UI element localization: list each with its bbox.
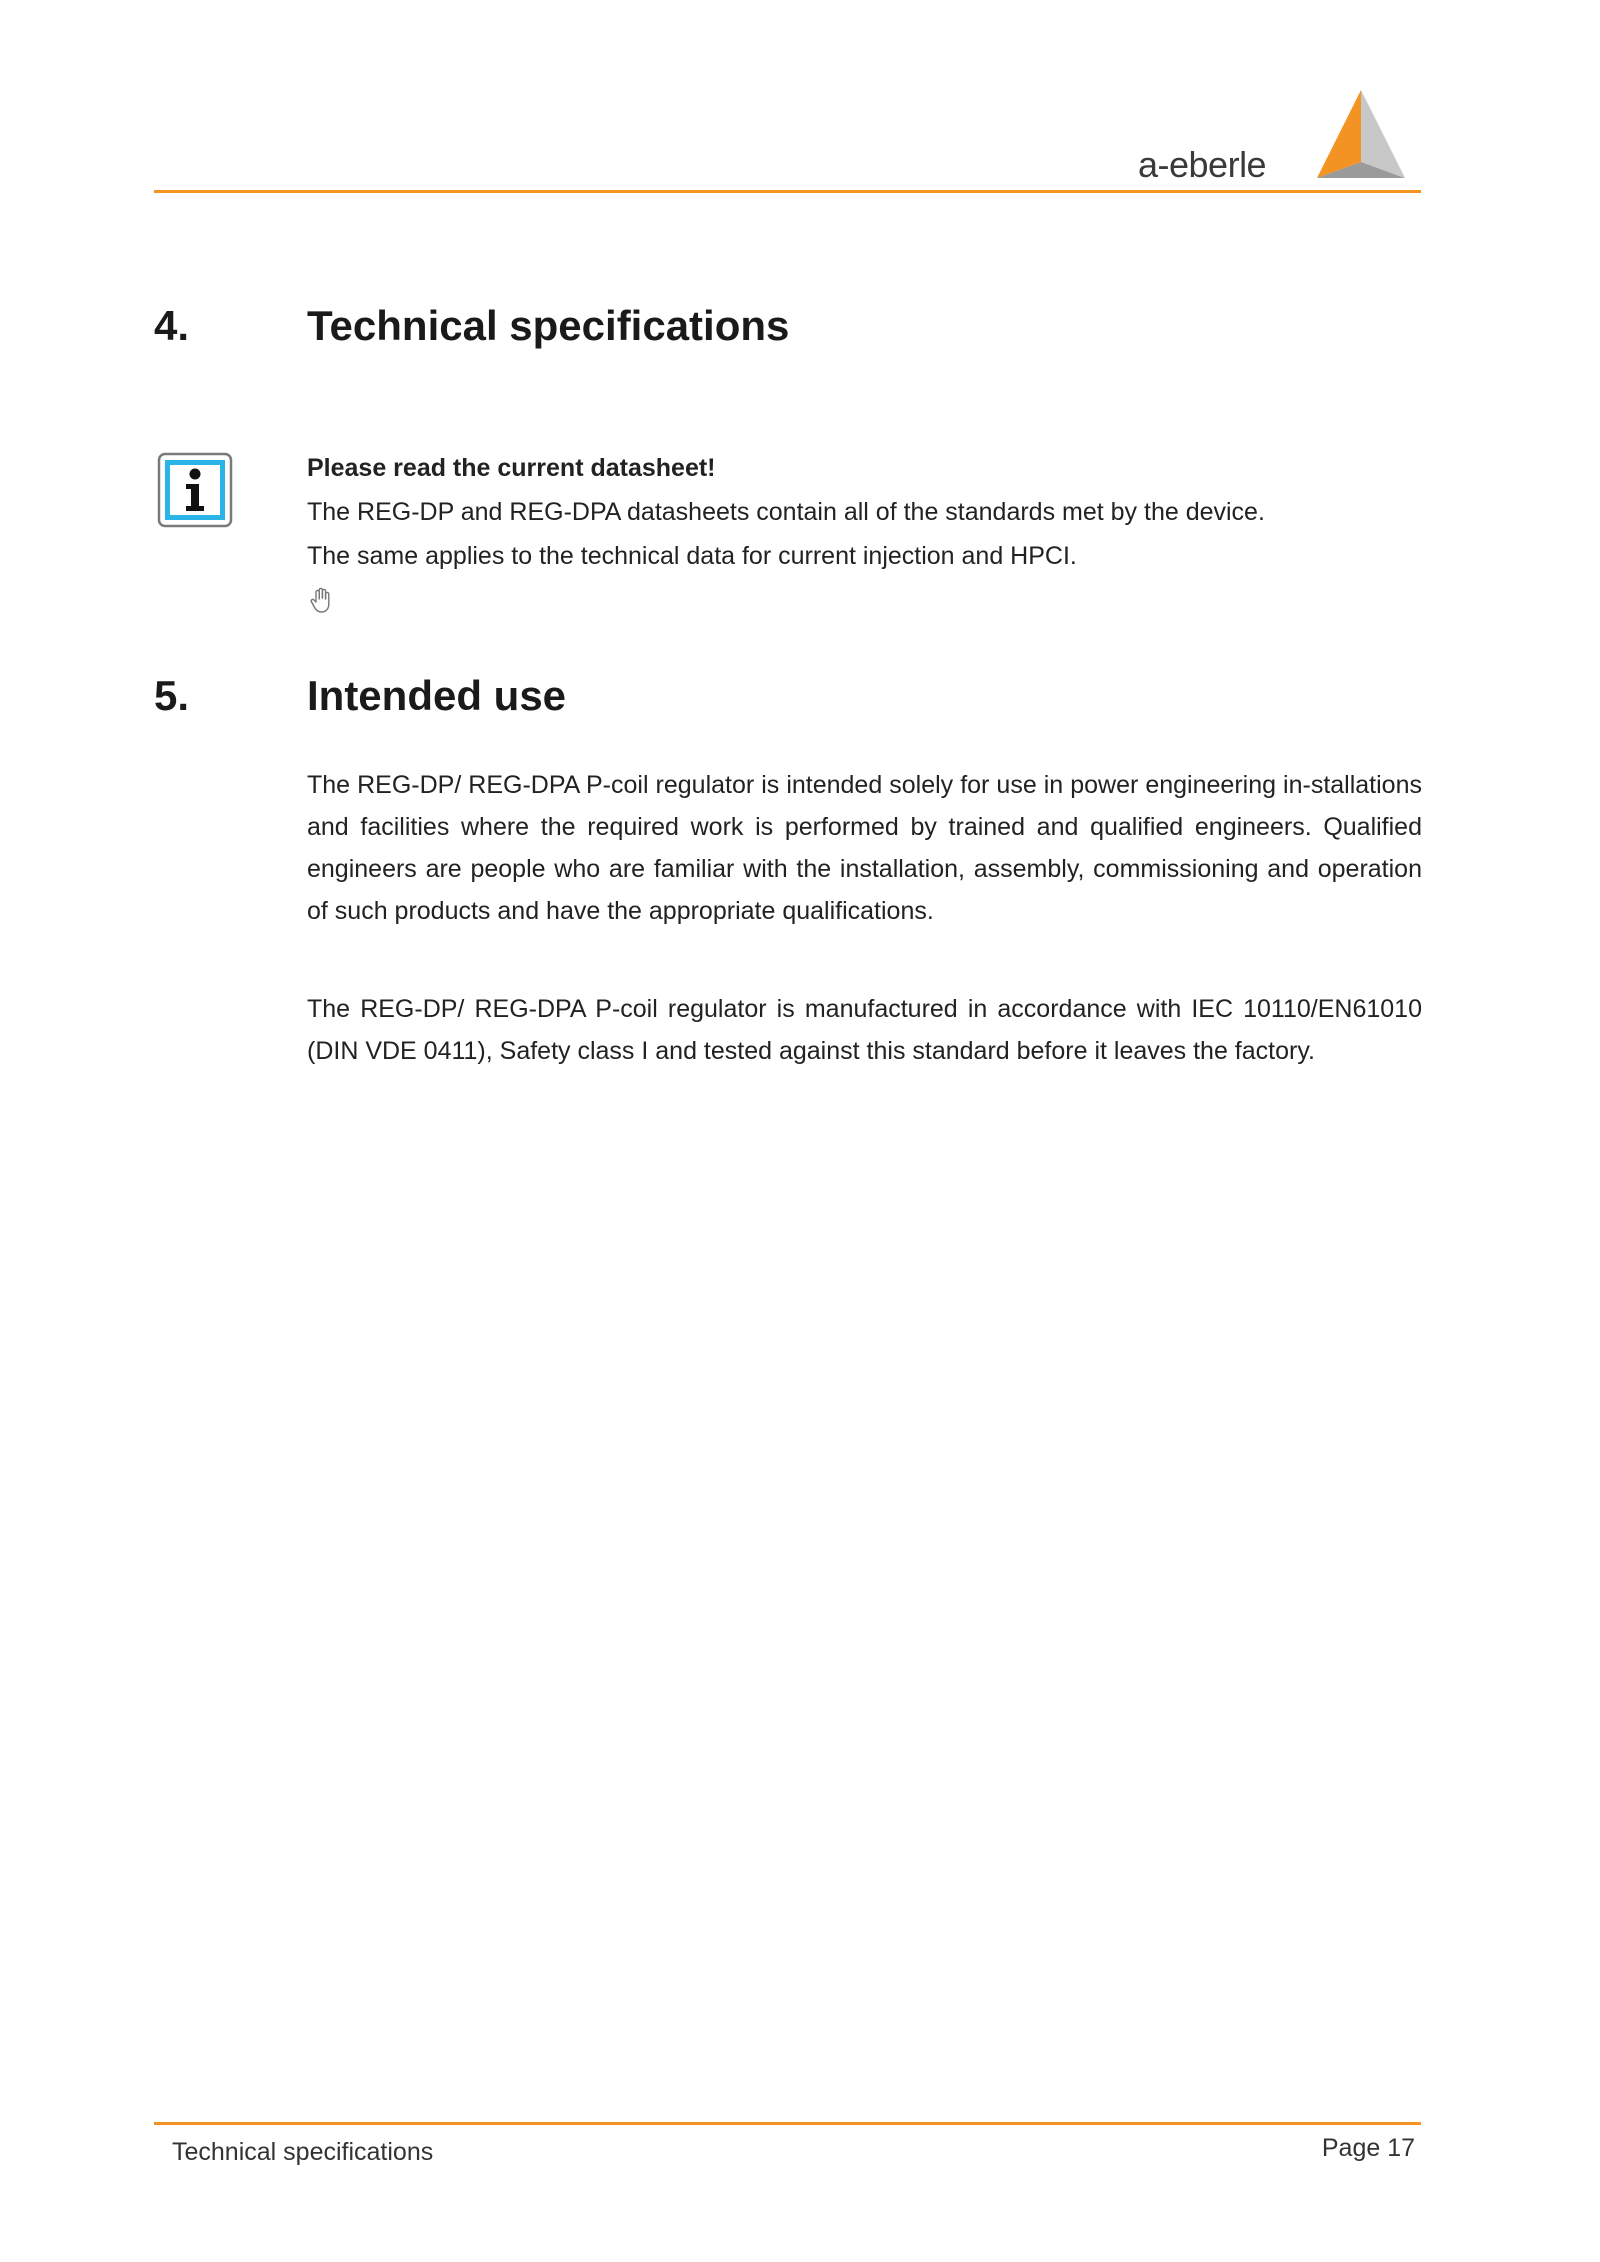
logo-text: a-eberle xyxy=(1138,144,1267,185)
company-logo xyxy=(1138,88,1410,184)
note-line: The same applies to the technical data for current injection and HPCI. xyxy=(307,542,1077,570)
section-title: Technical specifications xyxy=(307,302,790,349)
compliance-paragraph: The REG-DP/ REG-DPA P-coil regulator is manufactured in accordance with IEC 10110/EN61010 (DIN VDE 0411), Safety class I and tested against this standard before it leaves the factory. xyxy=(307,995,1422,1065)
note-line: The REG-DP and REG-DPA datasheets contain all of the standards met by the device. xyxy=(307,498,1265,526)
section-heading-intended-use xyxy=(154,672,566,720)
section-title: Intended use xyxy=(307,672,567,719)
footer-divider xyxy=(154,2122,1421,2125)
datasheet-note xyxy=(307,446,1422,578)
hand-icon xyxy=(307,585,337,615)
logo-triangle-icon xyxy=(1313,88,1409,184)
note-title: Please read the current datasheet! xyxy=(307,454,716,482)
footer-section-name: Technical specifications xyxy=(172,2138,434,2166)
section-heading-technical-specifications xyxy=(154,302,789,350)
info-icon xyxy=(157,452,233,528)
section-number: 5. xyxy=(154,672,190,719)
section-number: 4. xyxy=(154,302,190,349)
intended-use-paragraph: The REG-DP/ REG-DPA P-coil regulator is intended solely for use in power engineering in-stallations and facilities where the required work is performed by trained and qualified engineers. Qualified engineers are people who are familiar with the installation, assembly, commissioning and operation of such products and have the appropriate qualifications. xyxy=(307,771,1422,925)
header-divider xyxy=(154,190,1421,193)
page-number: Page 17 xyxy=(1321,2134,1415,2162)
